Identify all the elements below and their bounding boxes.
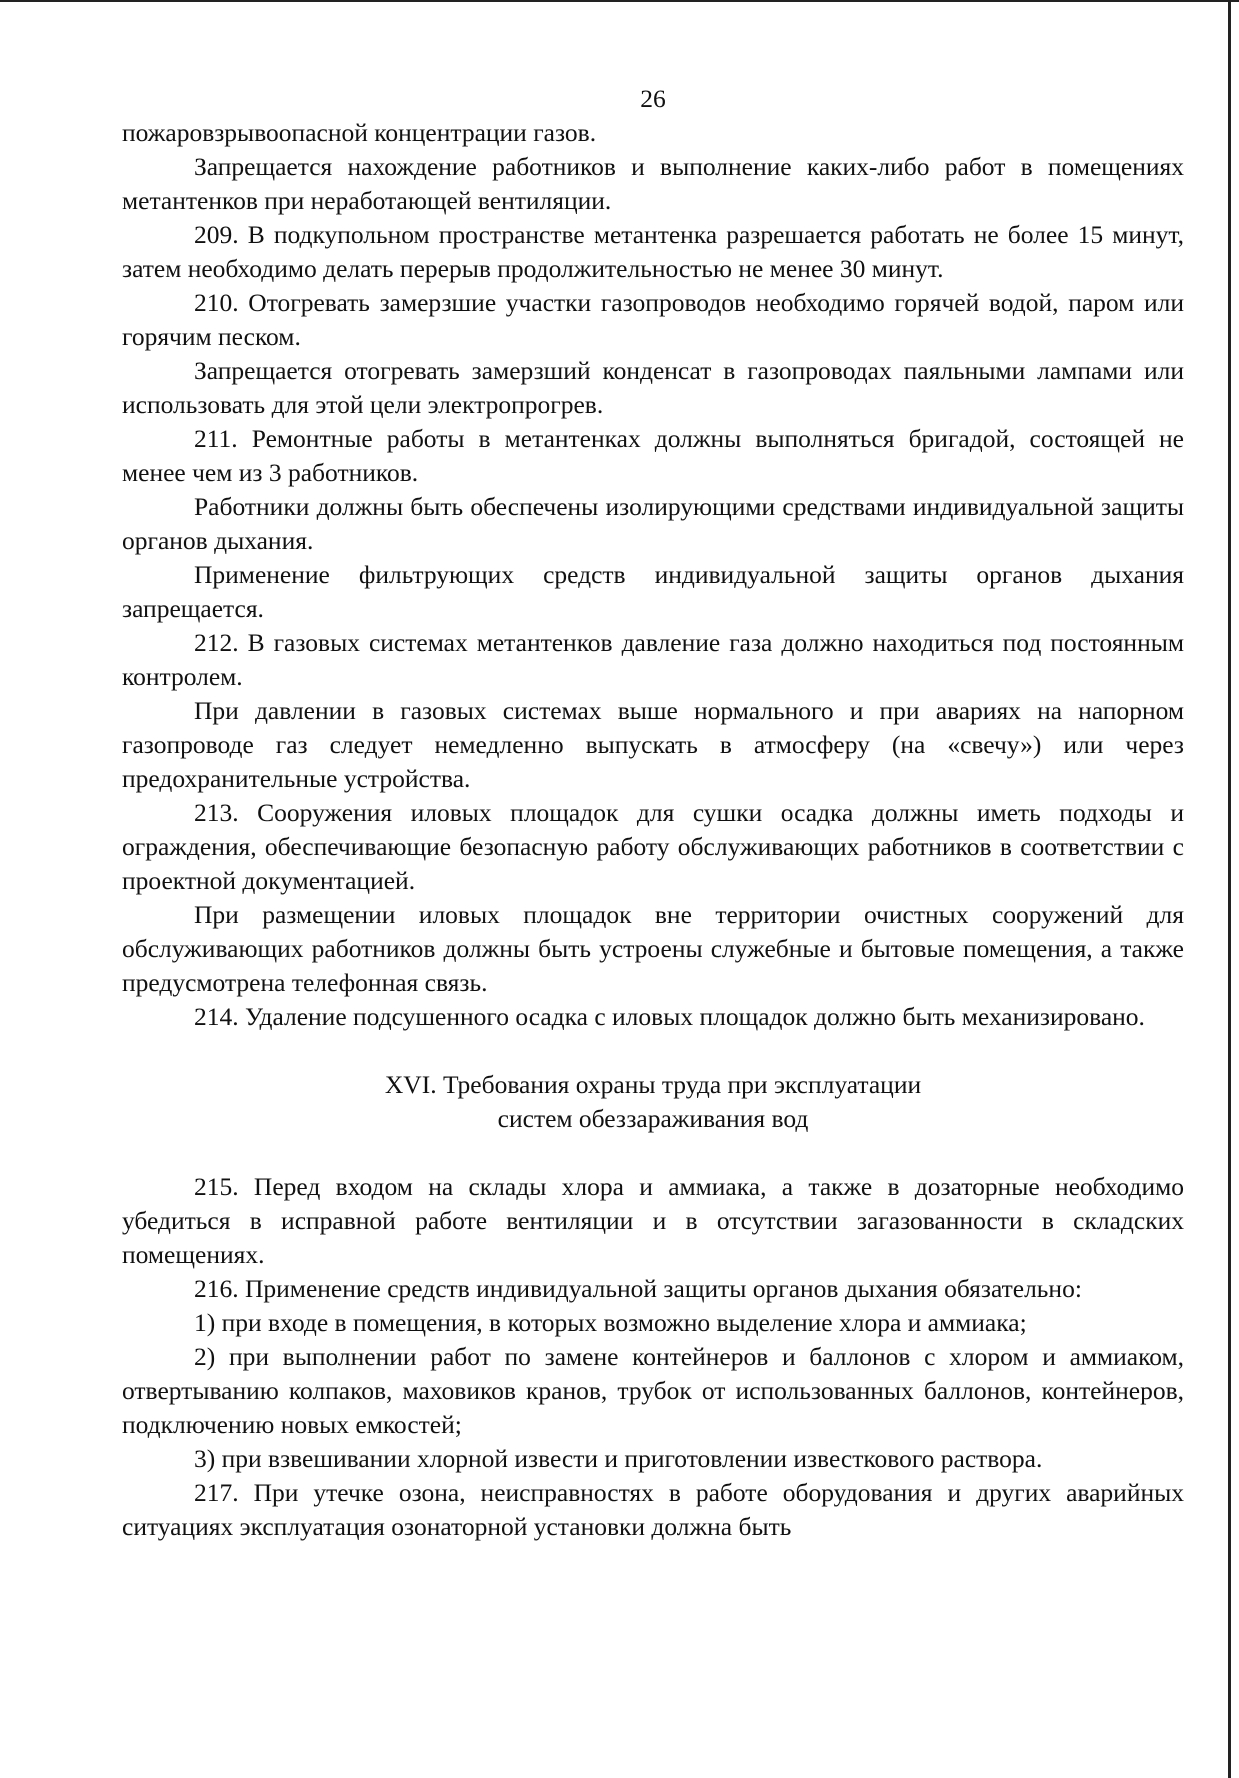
paragraph: Работники должны быть обеспечены изолирующими средствами индивидуальной защиты органов дыхания. xyxy=(122,492,1184,555)
paragraph-210: 210. Отогревать замерзшие участки газопроводов необходимо горячей водой, паром или горячим песком. xyxy=(122,288,1184,351)
paragraph: При размещении иловых площадок вне территории очистных сооружений для обслуживающих работников должны быть устроены служебные и бытовые помещения, а также предусмотрена телефонная связь. xyxy=(122,900,1184,997)
scan-border-right xyxy=(1228,0,1231,1778)
paragraphs-top xyxy=(122,116,1184,1034)
list-item: 2) при выполнении работ по замене контейнеров и баллонов с хлором и аммиаком, отвертыванию колпаков, маховиков кранов, трубок от использованных баллонов, контейнеров, подключению новых емкостей; xyxy=(122,1342,1184,1439)
paragraph-211: 211. Ремонтные работы в метантенках должны выполняться бригадой, состоящей не менее чем из 3 работников. xyxy=(122,424,1184,487)
scan-border-top xyxy=(0,0,1239,2)
page-content xyxy=(122,82,1184,1544)
paragraph: Запрещается нахождение работников и выполнение каких-либо работ в помещениях метантенков при неработающей вентиляции. xyxy=(122,152,1184,215)
paragraphs-bottom xyxy=(122,1170,1184,1544)
paragraph-217: 217. При утечке озона, неисправностях в работе оборудования и других аварийных ситуациях эксплуатация озонаторной установки должна быть xyxy=(122,1478,1184,1541)
paragraph: Применение фильтрующих средств индивидуальной защиты органов дыхания запрещается. xyxy=(122,560,1184,623)
paragraph-216: 216. Применение средств индивидуальной защиты органов дыхания обязательно: xyxy=(194,1274,1082,1303)
section-heading-line-1: XVI. Требования охраны труда при эксплуатации xyxy=(384,1070,922,1099)
paragraph-212: 212. В газовых системах метантенков давление газа должно находиться под постоянным контролем. xyxy=(122,628,1184,691)
paragraph: Запрещается отогревать замерзший конденсат в газопроводах паяльными лампами или использовать для этой цели электропрогрев. xyxy=(122,356,1184,419)
paragraph: пожаровзрывоопасной концентрации газов. xyxy=(122,118,597,147)
paragraph-209: 209. В подкупольном пространстве метантенка разрешается работать не более 15 минут, затем необходимо делать перерыв продолжительностью не менее 30 минут. xyxy=(122,220,1184,283)
list-item: 1) при входе в помещения, в которых возможно выделение хлора и аммиака; xyxy=(194,1308,1027,1337)
section-heading xyxy=(122,1068,1184,1136)
section-heading-line-2: систем обеззараживания вод xyxy=(497,1104,809,1133)
paragraph: При давлении в газовых системах выше нормального и при авариях на напорном газопроводе газ следует немедленно выпускать в атмосферу (на «свечу») или через предохранительные устройства. xyxy=(122,696,1184,793)
paragraph-214: 214. Удаление подсушенного осадка с иловых площадок должно быть механизировано. xyxy=(194,1002,1145,1031)
paragraph-213: 213. Сооружения иловых площадок для сушки осадка должны иметь подходы и ограждения, обеспечивающие безопасную работу обслуживающих работников в соответствии с проектной документацией. xyxy=(122,798,1184,895)
paragraph-215: 215. Перед входом на склады хлора и аммиака, а также в дозаторные необходимо убедиться в исправной работе вентиляции и в отсутствии загазованности в складских помещениях. xyxy=(122,1172,1184,1269)
page-number: 26 xyxy=(640,84,666,113)
list-item: 3) при взвешивании хлорной извести и приготовлении известкового раствора. xyxy=(194,1444,1043,1473)
